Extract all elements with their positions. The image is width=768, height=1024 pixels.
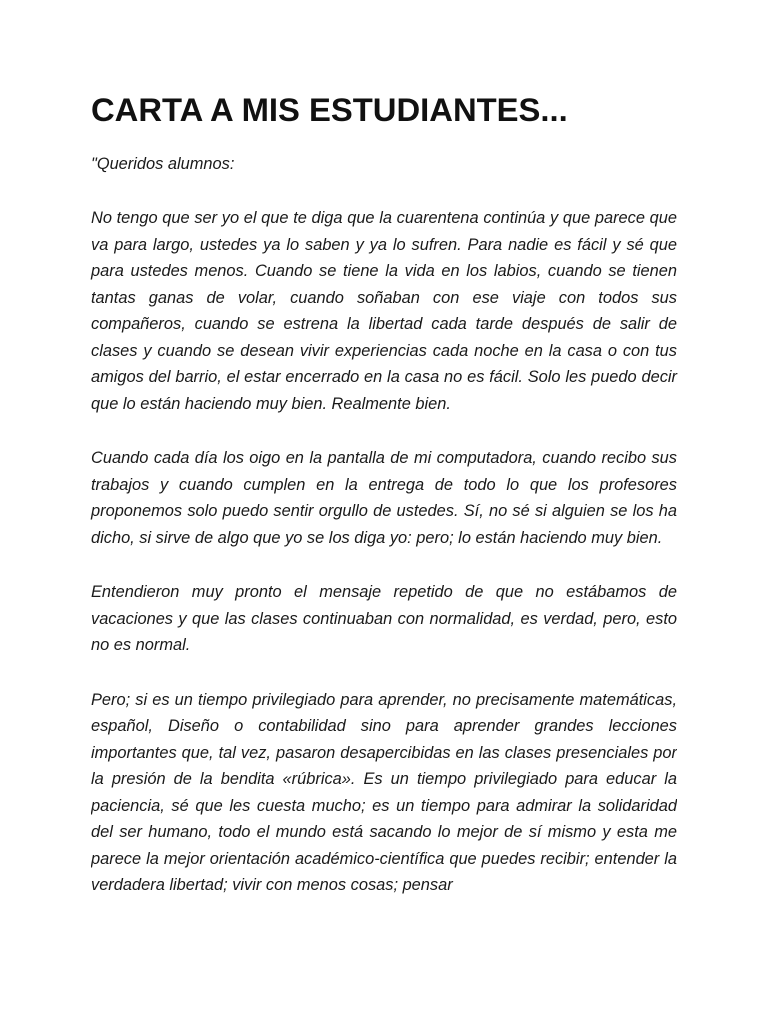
paragraph-4-container	[91, 687, 677, 899]
letter-body	[91, 91, 677, 899]
document-title: CARTA A MIS ESTUDIANTES...	[91, 91, 568, 128]
paragraph-4: Pero; si es un tiempo privilegiado para aprender, no precisamente matemáticas, español, Diseño o contabilidad sino para aprender grandes lecciones importantes que, tal vez, pasaron desapercibidas en las clases presenciales por la presión de la bendita «rúbrica». Es un tiempo privilegiado para educar la paciencia, sé que les cuesta mucho; es un tiempo para admirar la solidaridad del ser humano, todo el mundo está sacando lo mejor de sí mismo y esta me parece la mejor orientación académico-científica que puedes recibir; entender la verdadera libertad; vivir con menos cosas; pensar	[91, 690, 677, 894]
salutation: "Queridos alumnos:	[91, 155, 235, 173]
paragraph-2: Cuando cada día los oigo en la pantalla de mi computadora, cuando recibo sus trabajos y cuando cumplen en la entrega de todo lo que los profesores proponemos solo puedo sentir orgullo de ustedes. Sí, no sé si alguien se los ha dicho, si sirve de algo que yo se los diga yo: pero; lo están haciendo muy bien.	[91, 449, 677, 547]
paragraph-1: No tengo que ser yo el que te diga que la cuarentena continúa y que parece que va para largo, ustedes ya lo saben y ya lo sufren. Para nadie es fácil y sé que para ustedes menos. Cuando se tiene la vida en los labios, cuando se tienen tantas ganas de volar, cuando soñaban con ese viaje con todos sus compañeros, cuando se estrena la libertad cada tarde después de salir de clases y cuando se desean vivir experiencias cada noche en la casa o con tus amigos del barrio, el estar encerrado en la casa no es fácil. Solo les puedo decir que lo están haciendo muy bien. Realmente bien.	[91, 209, 677, 413]
paragraph-3: Entendieron muy pronto el mensaje repetido de que no estábamos de vacaciones y que las clases continuaban con normalidad, es verdad, pero, esto no es normal.	[91, 583, 677, 654]
